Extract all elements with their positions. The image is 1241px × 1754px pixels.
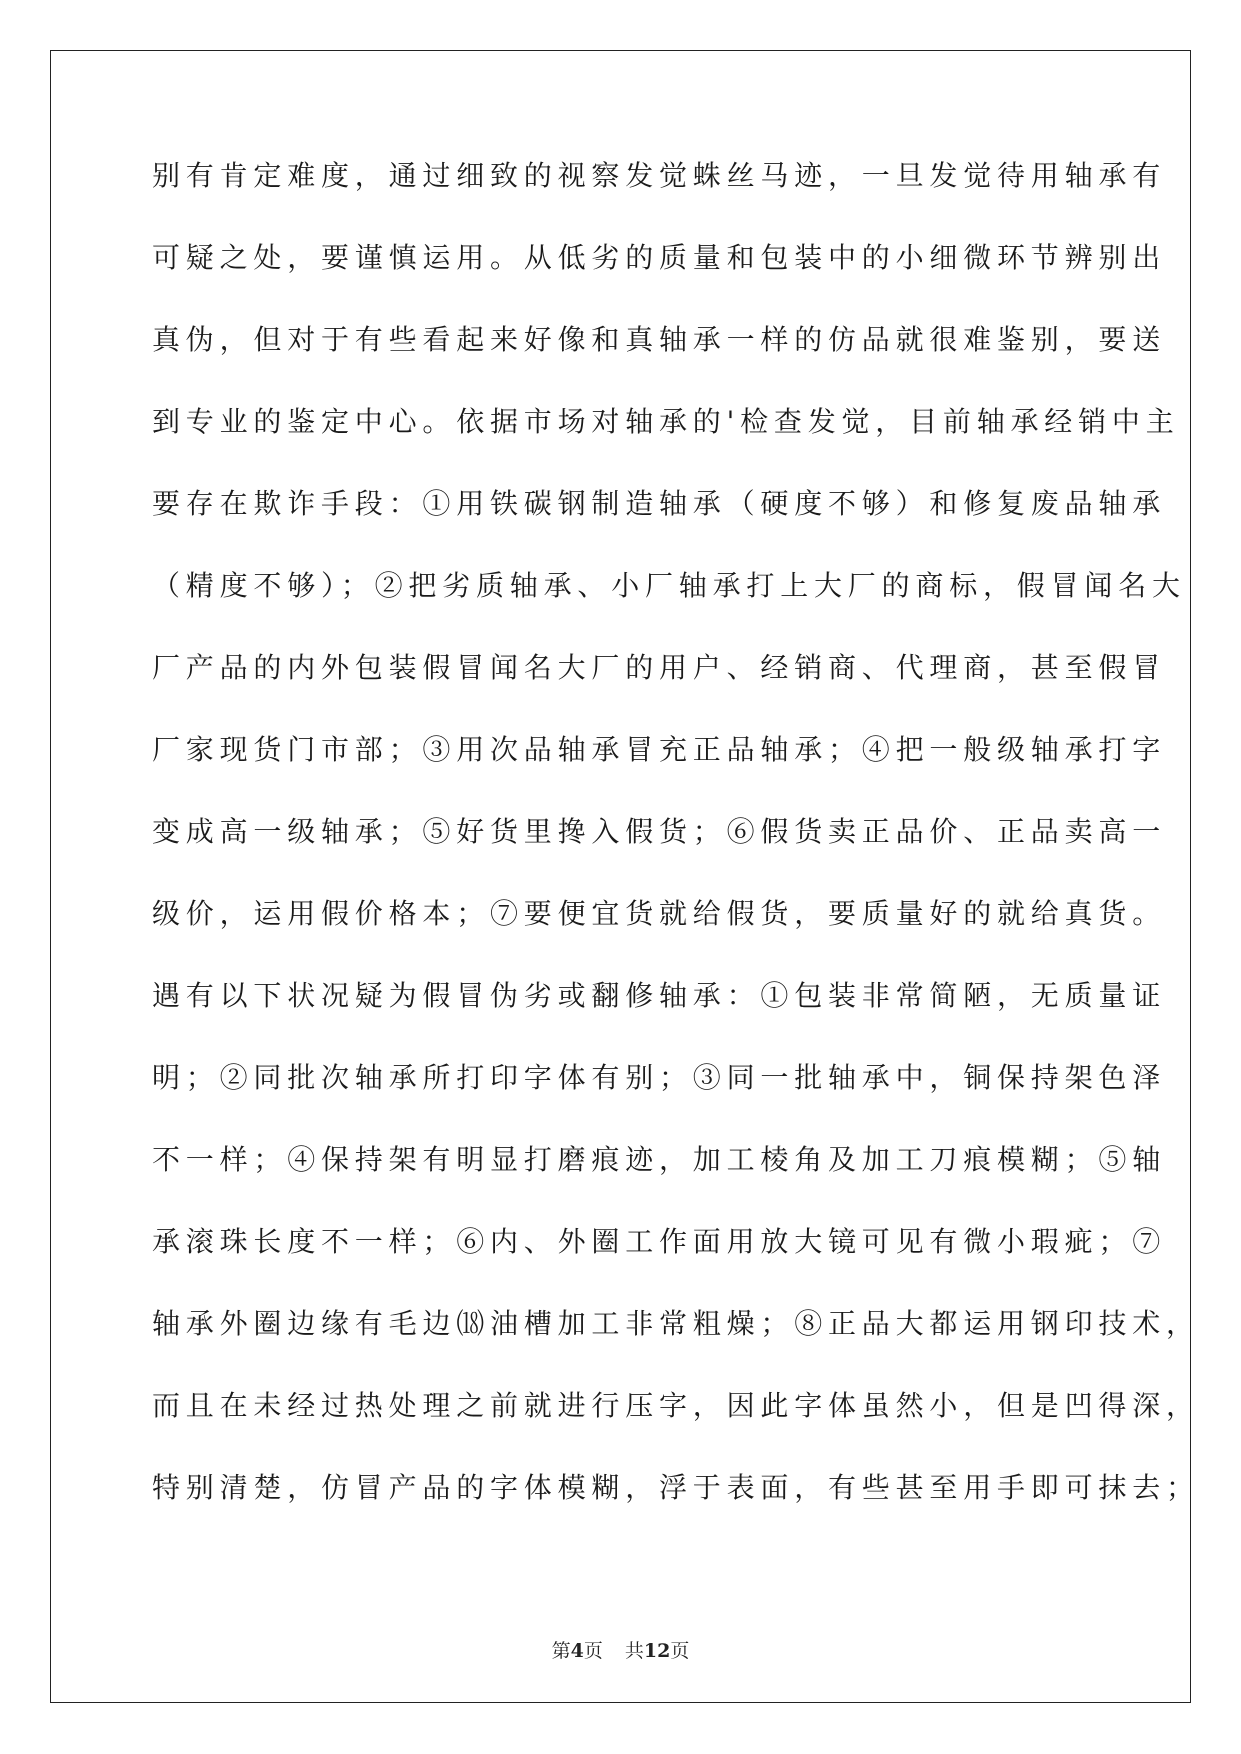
total-suffix: 页 — [670, 1640, 690, 1662]
text-line: 轴承外圈边缘有毛边⒅油槽加工非常粗燥；⑧正品大都运用钢印技术， — [152, 1307, 1200, 1340]
page-suffix: 页 — [583, 1640, 603, 1662]
text-line: 厂家现货门市部；③用次品轴承冒充正品轴承；④把一般级轴承打字 — [152, 733, 1167, 766]
page-prefix: 第 — [551, 1640, 571, 1662]
text-line: 承滚珠长度不一样；⑥内、外圈工作面用放大镜可见有微小瑕疵；⑦ — [152, 1225, 1167, 1258]
text-line: 不一样；④保持架有明显打磨痕迹，加工棱角及加工刀痕模糊；⑤轴 — [152, 1143, 1167, 1176]
text-line: 别有肯定难度，通过细致的视察发觉蛛丝马迹，一旦发觉待用轴承有 — [152, 159, 1167, 192]
page-footer — [0, 1636, 1241, 1663]
page-number: 4 — [570, 1640, 584, 1662]
text-line: 明；②同批次轴承所打印字体有别；③同一批轴承中，铜保持架色泽 — [152, 1061, 1167, 1094]
document-body — [152, 159, 1200, 1554]
text-line: 特别清楚，仿冒产品的字体模糊，浮于表面，有些甚至用手即可抹去； — [152, 1471, 1200, 1504]
text-line: 级价，运用假价格本；⑦要便宜货就给假货，要质量好的就给真货。 — [152, 897, 1167, 930]
text-line: 遇有以下状况疑为假冒伪劣或翻修轴承：①包装非常简陋，无质量证 — [152, 979, 1167, 1012]
text-line: 而且在未经过热处理之前就进行压字，因此字体虽然小，但是凹得深， — [152, 1389, 1200, 1422]
text-line: 要存在欺诈手段：①用铁碳钢制造轴承（硬度不够）和修复废品轴承 — [152, 487, 1167, 520]
page-total: 12 — [643, 1640, 671, 1662]
text-line: 变成高一级轴承；⑤好货里搀入假货；⑥假货卖正品价、正品卖高一 — [152, 815, 1167, 848]
text-line: 真伪，但对于有些看起来好像和真轴承一样的仿品就很难鉴别，要送 — [152, 323, 1167, 356]
text-line: 厂产品的内外包装假冒闻名大厂的用户、经销商、代理商，甚至假冒 — [152, 651, 1167, 684]
text-line: 到专业的鉴定中心。依据市场对轴承的'检查发觉，目前轴承经销中主 — [152, 405, 1180, 438]
text-line: 可疑之处，要谨慎运用。从低劣的质量和包装中的小细微环节辨别出 — [152, 241, 1167, 274]
total-prefix: 共 — [624, 1640, 644, 1662]
text-line: （精度不够）；②把劣质轴承、小厂轴承打上大厂的商标，假冒闻名大 — [152, 569, 1186, 602]
